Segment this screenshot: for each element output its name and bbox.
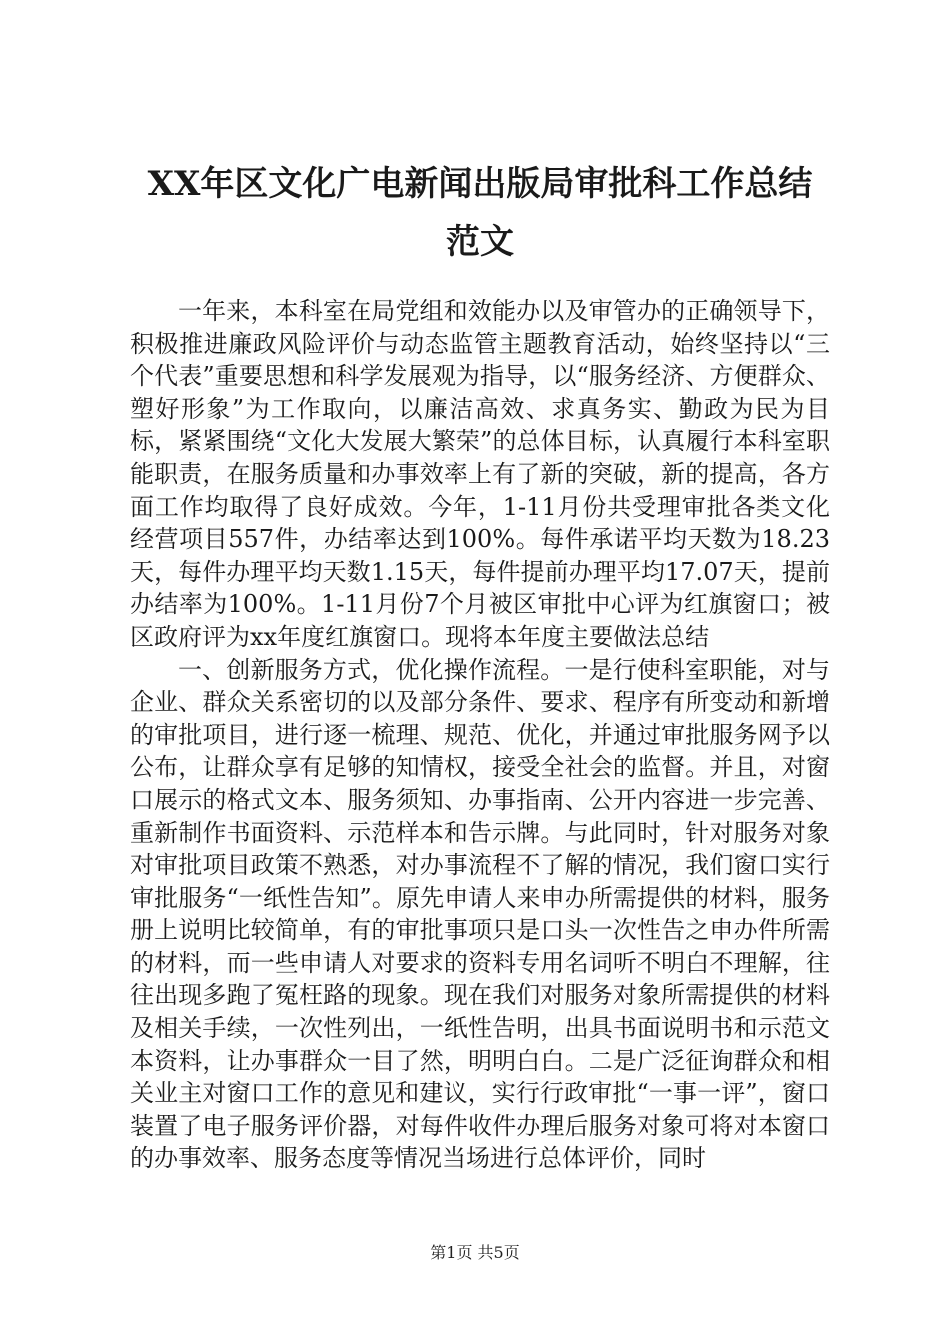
paragraph-intro: 一年来，本科室在局党组和效能办以及审管办的正确领导下，积极推进廉政风险评价与动态监管主题教育活动，始终坚持以“三个代表”重要思想和科学发展观为指导，以“服务经济、方便群众、塑好形象”为工作取向，以廉洁高效、求真务实、勤政为民为目标，紧紧围绕“文化大发展大繁荣”的总体目标，认真履行本科室职能职责，在服务质量和办事效率上有了新的突破，新的提高，各方面工作均取得了良好成效。今年，1-11月份共受理审批各类文化经营项目557件，办结率达到100%。每件承诺平均天数为18.23天，每件办理平均天数1.15天，每件提前办理平均17.07天，提前办结率为100%。1-11月份7个月被区审批中心评为红旗窗口；被区政府评为xx年度红旗窗口。现将本年度主要做法总结 [130,297,830,651]
page-footer: 第1页 共5页 [430,1243,520,1262]
paragraph-section-1: 一、创新服务方式，优化操作流程。一是行使科室职能，对与企业、群众关系密切的以及部分条件、要求、程序有所变动和新增的审批项目，进行逐一梳理、规范、优化，并通过审批服务网予以公布，让群众享有足够的知情权，接受全社会的监督。并且，对窗口展示的格式文本、服务须知、办事指南、公开内容进一步完善、重新制作书面资料、示范样本和告示牌。与此同时，针对服务对象对审批项目政策不熟悉，对办事流程不了解的情况，我们窗口实行审批服务“一纸性告知”。原先申请人来申办所需提供的材料，服务册上说明比较简单，有的审批事项只是口头一次性告之申办件所需的材料，而一些申请人对要求的资料专用名词听不明白不理解，往往出现多跑了冤枉路的现象。现在我们对服务对象所需提供的材料及相关手续，一次性列出，一纸性告明，出具书面说明书和示范文本资料，让办事群众一目了然，明明白白。二是广泛征询群众和相关业主对窗口工作的意见和建议，实行行政审批“一事一评”，窗口装置了电子服务评价器，对每件收件办理后服务对象可将对本窗口的办事效率、服务态度等情况当场进行总体评价，同时 [130,655,830,1173]
document-title-line-1: XX年区文化广电新闻出版局审批科工作总结 [147,164,813,204]
document-title-line-2: 范文 [446,222,514,262]
document-body [130,295,830,1175]
